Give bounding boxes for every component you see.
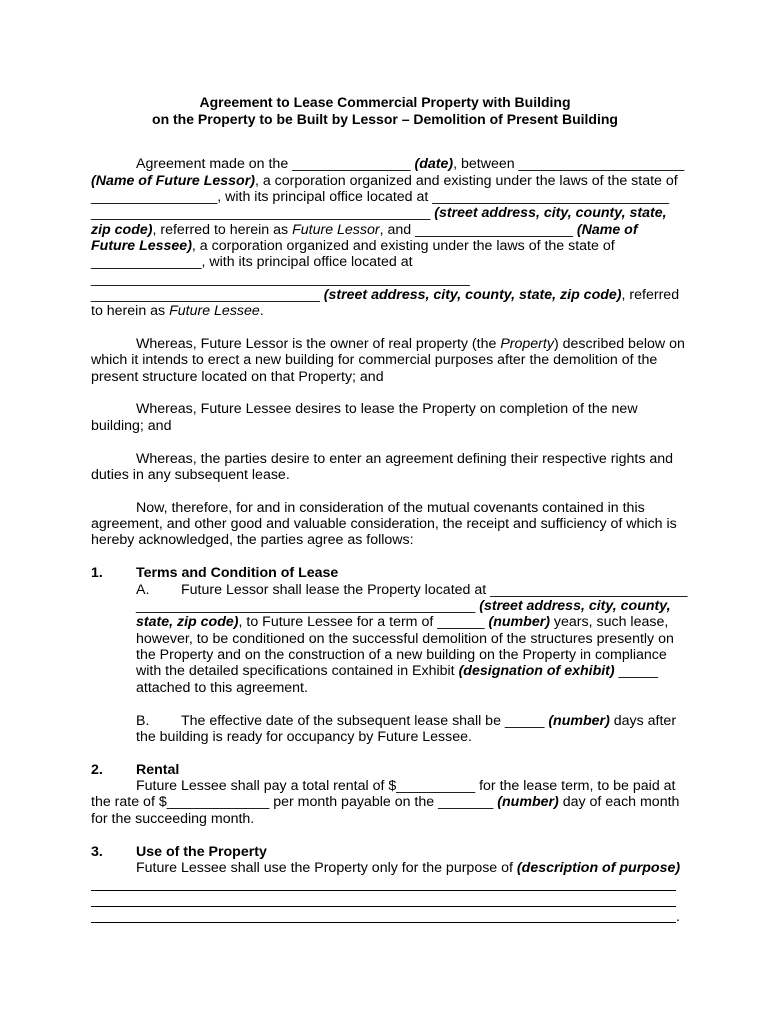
intro-line-7: ______________, with its principal office located at [91, 254, 413, 270]
intro-line-2: (Name of Future Lessor), a corporation organized and existing under the laws of the state of [91, 173, 678, 189]
whereas-2-line-1: Whereas, Future Lessee desires to lease the Property on completion of the new [136, 401, 638, 417]
whereas-2-line-2: building; and [91, 418, 172, 434]
intro-line-5: zip code), referred to herein as Future Lessor, and ____________________ (Name of [91, 222, 638, 238]
title-line-1: Agreement to Lease Commercial Property with Building [199, 94, 571, 110]
section-1a-line-1: Future Lessor shall lease the Property located at _________________________ [181, 582, 688, 598]
now-line-1: Now, therefore, for and in consideration of the mutual covenants contained in this [136, 500, 645, 516]
intro-line-8: ________________________________________________ [91, 271, 470, 287]
section-1a-line-4: however, to be conditioned on the successful demolition of the structures presently on [136, 631, 674, 647]
section-1a-line-5: the Property and on the construction of a new building on the Property in compliance [136, 647, 667, 663]
intro-line-4: ___________________________________________ (street address, city, county, state, [91, 205, 667, 221]
section-1b-line-2: the building is ready for occupancy by Future Lessee. [136, 729, 472, 745]
section-1-number: 1. [91, 565, 103, 581]
blank-line-3 [91, 922, 676, 923]
now-line-2: agreement, and other good and valuable consideration, the receipt and sufficiency of which is [91, 516, 677, 532]
section-1-heading: Terms and Condition of Lease [136, 565, 339, 581]
blank-line-1 [91, 890, 676, 891]
whereas-1-line-2: which it intends to erect a new building for commercial purposes after the demolition of the [91, 352, 658, 368]
section-1a-line-3: state, zip code), to Future Lessee for a term of ______ (number) years, such lease, [136, 614, 669, 630]
section-2-line-3: for the succeeding month. [91, 811, 255, 827]
section-1b-label: B. [136, 713, 150, 729]
closing-period: . [676, 909, 680, 925]
section-2-line-2: the rate of $_____________ per month payable on the _______ (number) day of each month [91, 794, 680, 810]
section-1a-line-2: ___________________________________________ (street address, city, county, [136, 598, 671, 614]
section-1b-line-1: The effective date of the subsequent lease shall be _____ (number) days after [181, 713, 677, 729]
section-1a-line-7: attached to this agreement. [136, 680, 308, 696]
intro-line-9: _____________________________ (street address, city, county, state, zip code), referred [91, 287, 680, 303]
section-2-line-1: Future Lessee shall pay a total rental of $__________ for the lease term, to be paid at [136, 778, 676, 794]
blank-line-2 [91, 906, 676, 907]
whereas-1-line-3: present structure located on that Property; and [91, 369, 384, 385]
whereas-3-line-2: duties in any subsequent lease. [91, 467, 290, 483]
intro-line-1: Agreement made on the _______________ (date), between _____________________ [136, 156, 685, 172]
title-line-2: on the Property to be Built by Lessor – Demolition of Present Building [152, 111, 618, 127]
section-3-number: 3. [91, 844, 103, 860]
section-2-number: 2. [91, 762, 103, 778]
section-2-heading: Rental [136, 762, 180, 778]
section-3-heading: Use of the Property [136, 844, 267, 860]
whereas-1-line-1: Whereas, Future Lessor is the owner of real property (the Property) described below on [136, 336, 685, 352]
intro-line-3: ________________, with its principal office located at ______________________________ [91, 189, 669, 205]
whereas-3-line-1: Whereas, the parties desire to enter an agreement defining their respective rights and [136, 451, 674, 467]
intro-line-10: to herein as Future Lessee. [91, 303, 264, 319]
now-line-3: hereby acknowledged, the parties agree as follows: [91, 532, 414, 548]
section-1a-line-6: with the detailed specifications contained in Exhibit (designation of exhibit) _____ [136, 663, 659, 679]
section-3-line-1: Future Lessee shall use the Property only for the purpose of (description of purpose) [136, 860, 681, 876]
intro-line-6: Future Lessee), a corporation organized and existing under the laws of the state of [91, 238, 615, 254]
section-1a-label: A. [136, 582, 150, 598]
